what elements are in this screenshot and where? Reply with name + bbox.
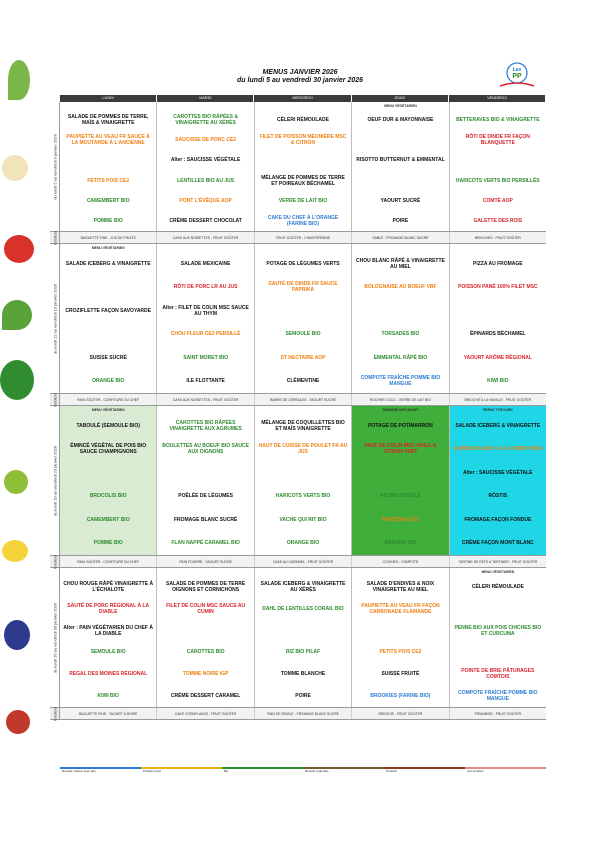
menu-note [60, 102, 156, 110]
dish-item: FILET DE COLIN MSC SAUCE AU CUMIN [166, 602, 246, 615]
menu-note [352, 568, 448, 576]
legend-item: Recette régionale [303, 767, 384, 772]
dish-item: FILET DE POISSON MEUNIÈRE MSC & CITRON [259, 134, 347, 147]
dish-item: LENTILLES BIO AU JUS [177, 177, 235, 184]
dish-item: FRAIDOUX CE2 [381, 516, 420, 523]
dish-item: PETITS POIS CE2 [379, 649, 422, 656]
page-title: MENUS JANVIER 2026 [262, 69, 338, 76]
gouter-item: FRUIT GOÛTER - CHANTERENNE [255, 232, 352, 243]
dish-item: EMMENTAL RÂPÉ BIO [373, 354, 428, 361]
legend-item: Produit Local [141, 767, 222, 772]
dish-item: KIWI BIO [97, 693, 119, 700]
dish-item: TORSADES BIO [381, 331, 420, 338]
day-cell-mardi [157, 568, 254, 707]
logo-icon [496, 58, 538, 92]
dish-item: VACHE QUI RIT BIO [279, 516, 327, 523]
dish-item [157, 461, 253, 485]
dish-item: SALADE DE POMMES DE TERRE, MAÏS & VINAIGRETTE [67, 114, 149, 127]
dish-item: CAROTTES BIO [186, 649, 225, 656]
dish-item: POÊLÉE DE LÉGUMES [178, 493, 233, 500]
dish-item: ÉPINARDS BÉCHAMEL [470, 331, 526, 338]
dish-item: CAROTTES BIO RÂPÉES & VINAIGRETTE AU XÉRÈS [173, 114, 238, 127]
dish-item: CÉLERI RÉMOULADE [471, 583, 524, 590]
day-cell-vendredi [450, 102, 546, 231]
menu-note: SEMAINE ANTI-GASPI [382, 408, 419, 412]
day-header-mercredi: MERCREDI [254, 95, 351, 102]
gouter-item: PAIN GOÛTER - CONFITURE DU CHEF [60, 556, 157, 567]
day-cell-lundi [60, 102, 157, 231]
day-cell-mercredi [255, 406, 352, 555]
gouter-item: ROCHER COCO - VERRE DE LAIT BIO [352, 394, 449, 405]
dish-item: Alter : PAIN VÉGÉTARIEN DU CHEF À LA DIABLE [63, 624, 153, 637]
dish-item: BOLOGNAISE AU BOEUF VBF [364, 284, 437, 291]
dish-item: POISSON PANÉ 100% FILET MSC [458, 284, 538, 291]
page-subtitle: du lundi 5 au vendredi 30 janvier 2026 [236, 77, 364, 84]
gouter-item: CAKE AU CARAMEL - FRUIT GOÛTER [255, 556, 352, 567]
day-cell-vendredi [450, 244, 546, 393]
dish-item [60, 150, 156, 170]
dish-item: RÔTI DE DINDE FR FAÇON BLANQUETTE [465, 134, 530, 147]
dish-item: SALADE DE POMMES DE TERRE OIGNONS ET CORNICHONS [166, 580, 246, 593]
dish-item: CHOU ROUGE RÂPÉ VINAIGRETTE À L'ÉCHALOTE [63, 580, 154, 593]
week-label-text: du lundi 26 au vendredi 30 janvier 2026 [52, 602, 57, 673]
menu-note: MENU VÉGÉTARIEN [384, 104, 417, 108]
day-header-vendredi: VENDREDI [449, 95, 546, 102]
gouter-item: CAKE AUX NOISETTES - FRUIT GOÛTER [157, 232, 254, 243]
menu-note [450, 244, 546, 252]
day-cell-lundi [60, 406, 157, 555]
day-cell-jeudi [352, 406, 449, 555]
gouter-item: BRIOCHE - FRUIT GOÛTER [352, 708, 449, 719]
dish-item: SALADE MEXICAINE [180, 260, 231, 267]
day-cell-mardi [157, 244, 254, 393]
legend-item: Bio [222, 767, 303, 772]
day-cell-mercredi [255, 102, 352, 231]
menu-note [60, 568, 156, 576]
menu-note [255, 406, 351, 414]
gouter-item: BAGUETTE FINE - JUS DE FRUITS [60, 232, 157, 243]
dish-item: SALADE ICEBERG & VINAIGRETTE AU XÉRÈS [260, 580, 346, 593]
day-header-row [60, 95, 546, 102]
dish-item: SUISSE SUCRÉ [89, 354, 127, 361]
gouter-item: PAIN GOÛTER - CONFITURE DU CHEF [60, 394, 157, 405]
dish-item: CAKE DU CHEF À L'ORANGE (FARINE BIO) [267, 214, 339, 227]
week-block [50, 102, 546, 232]
dish-item: SALADE ICEBERG & VINAIGRETTE [65, 260, 151, 267]
dish-item: PETITS POIS CE2 [87, 177, 130, 184]
dish-item [352, 461, 448, 485]
menu-grid [50, 95, 546, 720]
gouter-item: BAGUETTE FINE - YAOURT À BOIRE [60, 708, 157, 719]
dish-item: POIRE [392, 217, 409, 224]
dish-item: SAUCISSE DE PORC CE2 [175, 137, 237, 144]
dish-item [450, 150, 546, 170]
dish-item: BOULETTES AU BOEUF BIO SAUCE AUX OIGNONS [162, 443, 249, 456]
day-cell-mercredi [255, 244, 352, 393]
menu-note [157, 244, 253, 252]
dish-item: CAMEMBERT BIO [86, 197, 130, 204]
dish-item: KIWI BIO [487, 378, 509, 385]
dish-item: POMME BIO [93, 540, 123, 547]
dish-item [352, 620, 448, 642]
dish-item [352, 130, 448, 150]
dish-item: TOMME BLANCHE [280, 671, 326, 678]
dish-item: BETTERAVES BIO & VINAIGRETTE [456, 117, 540, 124]
dish-item: HARICOTS VERTS BIO [275, 493, 331, 500]
dish-item [352, 299, 448, 323]
gouter-item: CAKE AUX NOISETTES - FRUIT GOÛTER [157, 394, 254, 405]
dish-item: RÔTI DE PORC LR AU JUS [173, 284, 238, 291]
dish-item: VERRE DE LAIT BIO [278, 197, 328, 204]
week-block [50, 244, 546, 394]
dish-item: Alter : FILET DE COLIN MSC SAUCE AU THYM [162, 304, 249, 317]
dish-item: ST NECTAIRE AOP [280, 354, 326, 361]
dish-item: SEMOULE BIO [285, 331, 321, 338]
day-header-jeudi: JEUDI [352, 95, 449, 102]
menu-note: REPAS TYROLIEN [483, 408, 513, 412]
menu-note [157, 406, 253, 414]
fruit-decoration [2, 155, 28, 181]
dish-item: PIZZA AU FROMAGE [473, 260, 523, 267]
dish-item: POINTE DE BRIE PÂTURAGES COMTOIS [461, 668, 535, 681]
dish-item: PENNE BIO AUX POIS CHICHES BIO ET CURCUMA [454, 624, 542, 637]
gouter-label [50, 394, 60, 405]
day-cell-lundi [60, 568, 157, 707]
page-header [180, 69, 420, 84]
dish-item: RÖSTIS [488, 493, 508, 500]
day-cell-jeudi [352, 568, 449, 707]
dish-item: CRÈME DESSERT CHOCOLAT [169, 217, 242, 224]
lemon-decoration [2, 540, 28, 562]
dish-item: BANANE BIO [384, 540, 417, 547]
dish-item: OEUF DUR & MAYONNAISE [367, 117, 434, 124]
gouter-row [50, 394, 546, 406]
dish-item: COMPOTE FRAÎCHE POMME BIO MANGUE [458, 690, 538, 703]
leaf-decoration [8, 60, 30, 100]
dish-item: CHOU FLEUR CE2 PERSILLÉ [170, 331, 241, 338]
gouter-label-text: Goûters [52, 554, 57, 569]
day-cell-mardi [157, 102, 254, 231]
dish-item: PAUPIETTE AU VEAU FR FAÇON CARBONADE FLAMANDE [361, 602, 440, 615]
dish-item: SALADE ICEBERG & VINAIGRETTE [455, 422, 541, 429]
gouter-label-text: Goûters [52, 392, 57, 407]
side-decoration [0, 60, 44, 820]
dish-item [255, 299, 351, 323]
week-days [60, 244, 546, 393]
gouter-row [50, 232, 546, 244]
dish-item: CRÈME DESSERT CARAMEL [170, 693, 241, 700]
menu-note: MENU VÉGÉTARIEN [91, 246, 125, 250]
menu-note [157, 568, 253, 576]
dish-item: REGAL DES MOINES RÉGIONAL [69, 671, 148, 678]
dish-item: FROMAGE BLANC SUCRÉ [173, 516, 238, 523]
dish-item: FLAN NAPPÉ CARAMEL BIO [171, 540, 240, 547]
tomato-decoration [4, 235, 34, 263]
gouter-item: TARTINE DE PÂTE À TARTINER - FRUIT GOÛTER [458, 559, 538, 564]
dish-item: SALADE D'ENDIVES & NOIX VINAIGRETTE AU MIEL [366, 580, 435, 593]
dish-item: COMPOTE FRAÎCHE POMME BIO MANGUE [360, 375, 441, 388]
dish-item: TABOULÉ (SEMOULE BIO) [76, 422, 140, 429]
day-cell-vendredi [450, 406, 546, 555]
menu-note [255, 102, 351, 110]
dish-item: POTAGE DE POTIMARRON [368, 422, 433, 429]
dish-item: HAUT DE CUISSE DE POULET FR AU JUS [258, 443, 348, 456]
week-label [50, 568, 60, 707]
kiwi-decoration [4, 470, 28, 494]
dish-item: ÉMINCÉ VÉGÉTAL DE POIS BIO SAUCE CHAMPIGNONS [70, 443, 147, 456]
svg-text:Les: Les [512, 67, 522, 73]
dish-item: POTAGE DE LÉGUMES VERTS [266, 260, 340, 267]
dish-item: SAUTÉ DE PORC RÉGIONAL À LA DIABLE [67, 602, 150, 615]
dish-item: SAUTÉ DE DINDE FR SAUCE PAPRIKA [268, 281, 338, 294]
dish-item: JAMBON BLANC LR & CORNICHONS [453, 446, 543, 453]
dish-item: YAOURT ARÔME RÉGIONAL [463, 354, 532, 361]
gouter-item: PAIN DE SEIGLE - FROMAGE BLANC SUCRÉ [255, 708, 352, 719]
dish-item: RIZ BIO CRÉOLE [380, 493, 421, 500]
dish-item: CAROTTES BIO RÂPÉES VINAIGRETTE AUX AGRUMES [169, 419, 242, 432]
dish-item [450, 598, 546, 620]
dish-item [60, 323, 156, 347]
dish-item: TOMME NOIRE IGP [182, 671, 229, 678]
day-cell-vendredi [450, 568, 546, 707]
dish-item: RISOTTO BUTTERNUT & EMMENTAL [356, 157, 445, 164]
day-cell-jeudi [352, 102, 449, 231]
gouter-item: FRIANDISE - FRUIT GOÛTER [474, 711, 522, 716]
week-label-text: du lundi 5 au vendredi 9 janvier 2026 [52, 133, 57, 200]
legend [60, 767, 546, 772]
dish-item: BROCOLIS BIO [89, 493, 127, 500]
gouter-label-text: Goûters [52, 230, 57, 245]
svg-text:PP: PP [512, 73, 522, 80]
week-days [60, 568, 546, 707]
gouter-label [50, 708, 60, 719]
gouter-row [50, 708, 546, 720]
dish-item: COMTÉ AOP [482, 197, 513, 204]
dish-item [60, 461, 156, 485]
dish-item: Alter : SAUCISSE VÉGÉTALE [170, 157, 241, 164]
gouter-row [50, 556, 546, 568]
dish-item: PAVÉ DE COLIN MSC HUILE & CITRON VERT [364, 443, 437, 456]
berry-decoration [4, 620, 30, 650]
gouter-item: CAKE CORNFLAKES - FRUIT GOÛTER [157, 708, 254, 719]
dish-item: SAINT MORET BIO [183, 354, 228, 361]
day-cell-lundi [60, 244, 157, 393]
gouter-label-text: Goûters [52, 706, 57, 721]
menu-note [157, 102, 253, 110]
dish-item: ILE FLOTTANTE [186, 378, 225, 385]
dish-item: CAMEMBERT BIO [86, 516, 130, 523]
dish-item: POIRE [295, 693, 311, 700]
week-block [50, 568, 546, 708]
dish-item [255, 620, 351, 642]
dish-item: POMME BIO [93, 217, 123, 224]
dish-item: DAHL DE LENTILLES CORAIL BIO [262, 605, 344, 612]
dish-item: FROMAGE FAÇON FONDUE [464, 516, 532, 523]
week-days [60, 406, 546, 555]
menu-note [255, 244, 351, 252]
menu-note [255, 568, 351, 576]
dish-item [255, 150, 351, 170]
week-label [50, 102, 60, 231]
dish-item: CHOU BLANC RÂPÉ & VINAIGRETTE AU MIEL [355, 257, 445, 270]
dish-item [157, 620, 253, 642]
apple-decoration [6, 710, 30, 734]
week-label-text: du lundi 19 au vendredi 23 janvier 2026 [52, 445, 57, 516]
dish-item [352, 171, 448, 191]
legend-item: Produits [384, 767, 465, 772]
leaf-decoration [2, 300, 32, 330]
dish-item: YAOURT SUCRÉ [380, 197, 421, 204]
day-cell-mercredi [255, 568, 352, 707]
dish-item: PAUPIETTE AU VEAU FR SAUCE À LA MOUTARDE À L'ANCIENNE [66, 134, 150, 147]
week-block [50, 406, 546, 556]
dish-item: ORANGE BIO [92, 378, 125, 385]
day-header-mardi: MARDI [157, 95, 254, 102]
dish-item [450, 299, 546, 323]
dish-item: CRÈME FAÇON MONT BLANC [461, 540, 534, 547]
week-days [60, 102, 546, 231]
week-label [50, 244, 60, 393]
dish-item: HARICOTS VERTS BIO PERSILLÉS [456, 177, 540, 184]
gouter-item: BRIOCHE À LA VANILLE - FRUIT GOÛTER [464, 397, 532, 402]
dish-item: CLÉMENTINE [286, 378, 320, 385]
week-label [50, 406, 60, 555]
gouter-item: SABLÉ - FROMAGE BLANC SUCRÉ [352, 232, 449, 243]
gouter-item: PAIN FOURRÉ - YAOURT SUCRÉ [157, 556, 254, 567]
gouter-item: BARRE DE CÉRÉALES - YAOURT SUCRÉ [255, 394, 352, 405]
dish-item: RIZ BIO PILAF [285, 649, 321, 656]
gouter-item: COOKIES - COMPOTE [352, 556, 449, 567]
dish-item: GALETTE DES ROIS [473, 217, 523, 224]
gouter-label [50, 556, 60, 567]
dish-item: SEMOULE BIO [90, 649, 126, 656]
lettuce-decoration [0, 360, 34, 400]
gouter-item: BRIOCHES - FRUIT GOÛTER [474, 235, 521, 240]
dish-item: MÉLANGE DE COQUILLETTES BIO ET MAÏS VINAIGRETTE [261, 419, 345, 432]
gouter-label [50, 232, 60, 243]
legend-item: Les recettes [465, 767, 546, 772]
dish-item [60, 276, 156, 300]
dish-item: MÉLANGE DE POMMES DE TERRE ET POIREAUX BÉCHAMEL [261, 174, 345, 187]
dish-item: CÉLERI RÉMOULADE [277, 117, 329, 124]
week-label-text: du lundi 12 au vendredi 16 janvier 2026 [52, 283, 57, 354]
dish-item: PONT L'ÉVÊQUE AOP [179, 197, 232, 204]
dish-item: BROOKIES (FARINE BIO) [370, 693, 431, 700]
dish-item [450, 641, 546, 663]
dish-item [255, 461, 351, 485]
dish-item: CROZIFLETTE FAÇON SAVOYARDE [65, 307, 151, 314]
menu-note: MENU VÉGÉTARIEN [481, 570, 515, 574]
menu-note [352, 244, 448, 252]
dish-item: ORANGE BIO [286, 540, 320, 547]
day-header-lundi: LUNDI [60, 95, 157, 102]
day-cell-mardi [157, 406, 254, 555]
menu-note [450, 102, 546, 110]
dish-item: Alter : SAUCISSE VÉGÉTALE [463, 469, 533, 476]
dish-item: SUISSE FRUITÉ [381, 671, 420, 678]
legend-item: Recette maison avec des [60, 767, 141, 772]
day-cell-jeudi [352, 244, 449, 393]
menu-note: MENU VÉGÉTARIEN [91, 408, 125, 412]
